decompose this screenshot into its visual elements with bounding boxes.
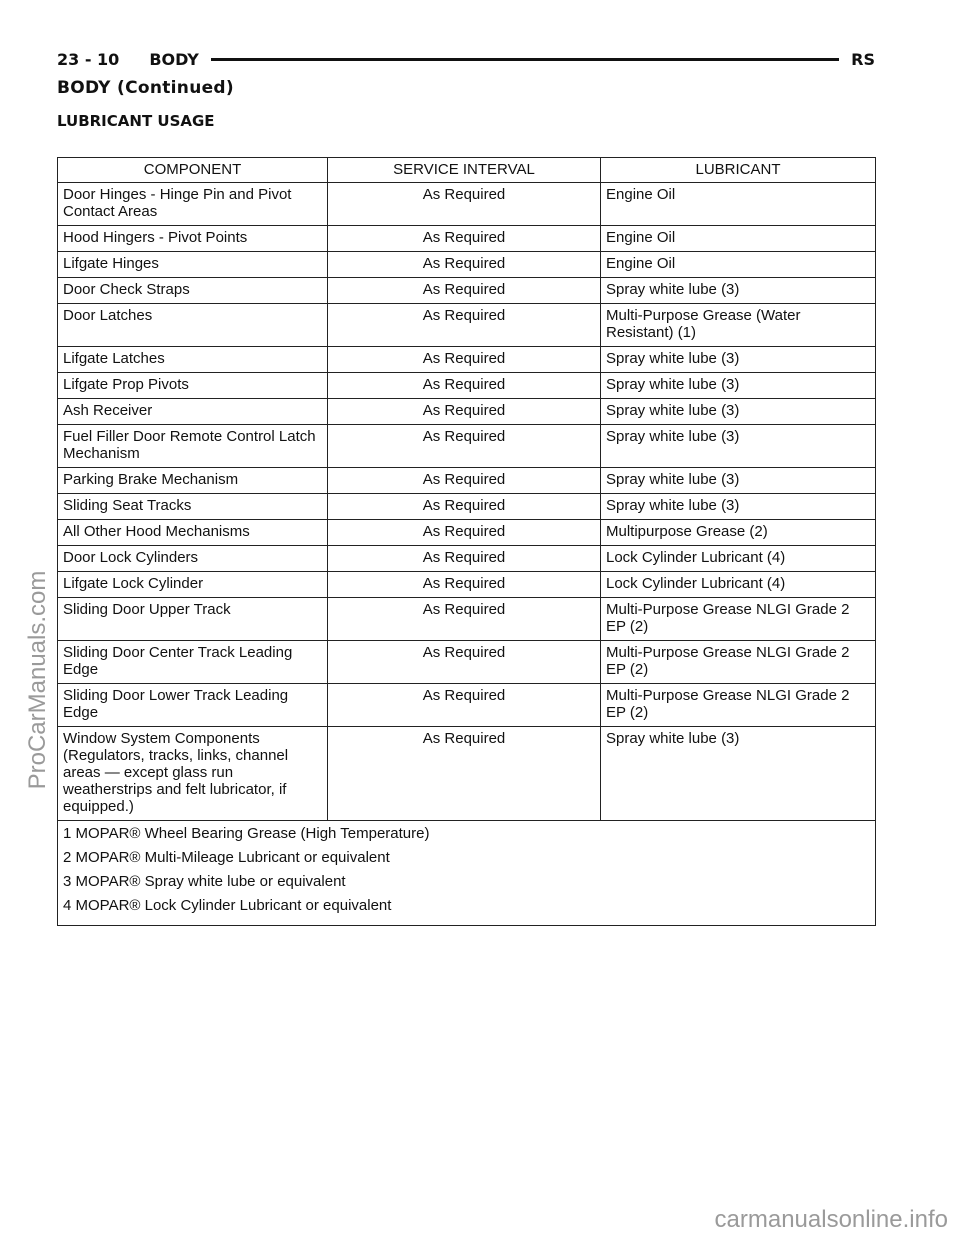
lubricant-cell: Lock Cylinder Lubricant (4) (601, 546, 876, 572)
lubricant-cell: Engine Oil (601, 183, 876, 226)
component-cell: All Other Hood Mechanisms (58, 520, 328, 546)
column-header-lubricant: LUBRICANT (601, 158, 876, 183)
lubricant-usage-table (57, 157, 876, 926)
lubricant-cell: Multipurpose Grease (2) (601, 520, 876, 546)
service-interval-cell: As Required (328, 304, 601, 347)
continued-title: BODY (Continued) (57, 78, 234, 98)
table-row (58, 684, 876, 727)
lubricant-cell: Lock Cylinder Lubricant (4) (601, 572, 876, 598)
bottom-watermark: carmanualsonline.info (714, 1206, 948, 1233)
column-header-service-interval: SERVICE INTERVAL (328, 158, 601, 183)
header-rule (211, 58, 839, 61)
footnote: 1 MOPAR® Wheel Bearing Grease (High Temperature) (63, 825, 430, 842)
table-row (58, 641, 876, 684)
table-row (58, 226, 876, 252)
service-interval-cell: As Required (328, 373, 601, 399)
service-interval-cell: As Required (328, 572, 601, 598)
service-interval-cell: As Required (328, 684, 601, 727)
table-row (58, 373, 876, 399)
footnote: 3 MOPAR® Spray white lube or equivalent (63, 873, 346, 890)
component-cell: Door Lock Cylinders (58, 546, 328, 572)
lubricant-cell: Spray white lube (3) (601, 373, 876, 399)
component-cell: Lifgate Lock Cylinder (58, 572, 328, 598)
side-watermark-text: ProCarManuals.com (24, 570, 51, 790)
component-cell: Hood Hingers - Pivot Points (58, 226, 328, 252)
page-header (57, 48, 875, 70)
lubricant-cell: Engine Oil (601, 252, 876, 278)
table-row (58, 347, 876, 373)
component-cell: Sliding Door Center Track Leading Edge (58, 641, 328, 684)
component-cell: Door Latches (58, 304, 328, 347)
component-cell: Sliding Door Upper Track (58, 598, 328, 641)
component-cell: Door Hinges - Hinge Pin and Pivot Contact Areas (58, 183, 328, 226)
service-interval-cell: As Required (328, 226, 601, 252)
table-row (58, 468, 876, 494)
component-cell: Lifgate Latches (58, 347, 328, 373)
lubricant-cell: Multi-Purpose Grease NLGI Grade 2 EP (2) (601, 641, 876, 684)
component-cell: Window System Components (Regulators, tracks, links, channel areas — except glass run weatherstrips and felt lubricator, if equipped.) (58, 727, 328, 821)
lubricant-cell: Multi-Purpose Grease (Water Resistant) (1) (601, 304, 876, 347)
lubricant-cell: Spray white lube (3) (601, 347, 876, 373)
service-interval-cell: As Required (328, 468, 601, 494)
table-row (58, 520, 876, 546)
table-row (58, 546, 876, 572)
service-interval-cell: As Required (328, 252, 601, 278)
page-number: 23 - 10 (57, 49, 120, 69)
table-row (58, 183, 876, 226)
footnote: 4 MOPAR® Lock Cylinder Lubricant or equivalent (63, 897, 392, 914)
table-row (58, 399, 876, 425)
model-code: RS (851, 49, 875, 69)
section-name: BODY (149, 49, 199, 69)
service-interval-cell: As Required (328, 278, 601, 304)
table-row (58, 278, 876, 304)
component-cell: Door Check Straps (58, 278, 328, 304)
component-cell: Ash Receiver (58, 399, 328, 425)
lubricant-cell: Spray white lube (3) (601, 278, 876, 304)
lubricant-cell: Multi-Purpose Grease NLGI Grade 2 EP (2) (601, 684, 876, 727)
lubricant-cell: Spray white lube (3) (601, 425, 876, 468)
table-header-row (58, 158, 876, 183)
table-row (58, 727, 876, 821)
table-row (58, 598, 876, 641)
lubricant-cell: Spray white lube (3) (601, 399, 876, 425)
service-interval-cell: As Required (328, 425, 601, 468)
lubricant-cell: Spray white lube (3) (601, 494, 876, 520)
service-interval-cell: As Required (328, 399, 601, 425)
lubricant-cell: Multi-Purpose Grease NLGI Grade 2 EP (2) (601, 598, 876, 641)
table-row (58, 425, 876, 468)
footnote: 2 MOPAR® Multi-Mileage Lubricant or equivalent (63, 849, 390, 866)
service-interval-cell: As Required (328, 546, 601, 572)
service-interval-cell: As Required (328, 727, 601, 821)
component-cell: Lifgate Hinges (58, 252, 328, 278)
lubricant-cell: Engine Oil (601, 226, 876, 252)
lubricant-cell: Spray white lube (3) (601, 468, 876, 494)
component-cell: Sliding Seat Tracks (58, 494, 328, 520)
column-header-component: COMPONENT (58, 158, 328, 183)
service-interval-cell: As Required (328, 641, 601, 684)
footnotes-cell (58, 821, 876, 926)
lubricant-cell: Spray white lube (3) (601, 727, 876, 821)
table-row (58, 494, 876, 520)
component-cell: Parking Brake Mechanism (58, 468, 328, 494)
table-row (58, 304, 876, 347)
component-cell: Fuel Filler Door Remote Control Latch Mechanism (58, 425, 328, 468)
service-interval-cell: As Required (328, 347, 601, 373)
service-interval-cell: As Required (328, 598, 601, 641)
service-interval-cell: As Required (328, 183, 601, 226)
component-cell: Lifgate Prop Pivots (58, 373, 328, 399)
service-interval-cell: As Required (328, 494, 601, 520)
side-watermark (18, 520, 58, 840)
component-cell: Sliding Door Lower Track Leading Edge (58, 684, 328, 727)
table-row (58, 572, 876, 598)
section-subheading: LUBRICANT USAGE (57, 112, 215, 130)
service-interval-cell: As Required (328, 520, 601, 546)
footnotes-row (58, 821, 876, 926)
table-row (58, 252, 876, 278)
